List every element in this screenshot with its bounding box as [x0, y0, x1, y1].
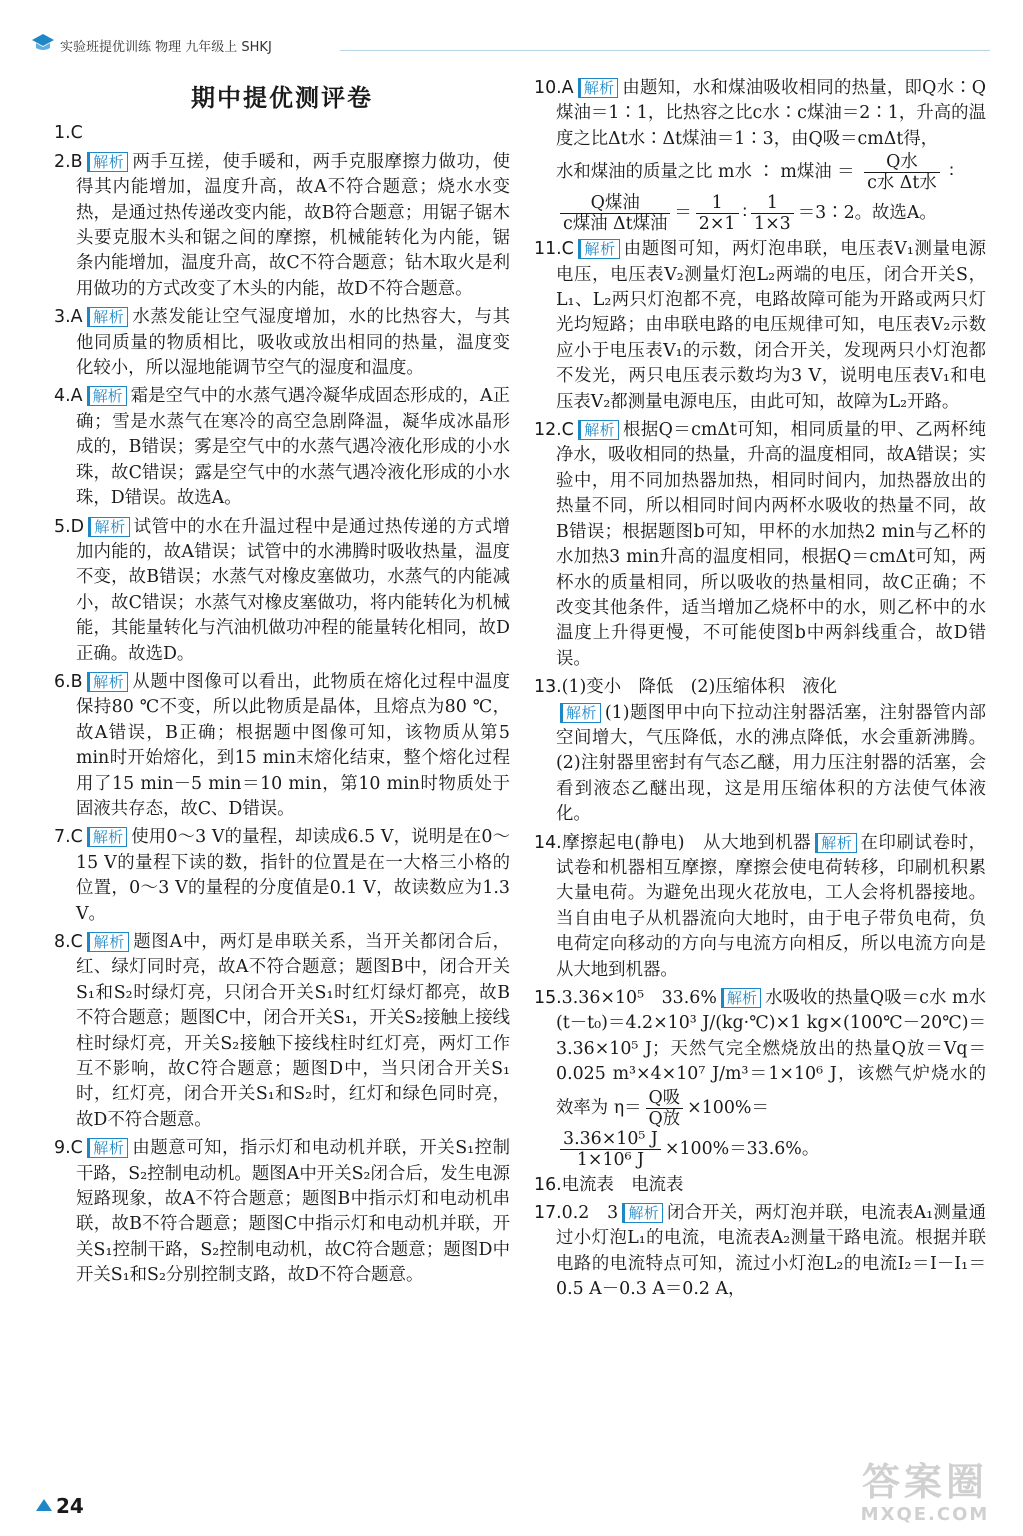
- analysis-tag: 解析: [87, 932, 129, 952]
- item-answer: C: [70, 123, 83, 144]
- item-tail: ×100%＝: [687, 1097, 769, 1118]
- answer-item: [54, 670, 510, 822]
- item-body: 根据Q＝cmΔt可知，相同质量的甲、乙两杯纯净水，吸收相同的热量，升高的温度相同，故A错误；实验中，用不同加热器加热，相同时间内，加热器放出的热量不同，所以相同时间内两杯水吸收的热量不同，故B错误；根据题图b可知，甲杯的水加热2 min与乙杯的水加热3 min升高的温度相同，根据Q＝cmΔt可知，两杯水的质量相同，所以吸收的热量相同，故C正确；不改变其他条件，适当增加乙烧杯中的水，则乙杯中的水温度上升得更慢，不可能使图b中两斜线重合，故D错误。: [556, 420, 986, 669]
- page-number-text: 24: [56, 1494, 84, 1518]
- fraction: [864, 152, 940, 193]
- fraction-numerator: 1: [751, 193, 794, 214]
- analysis-tag: 解析: [560, 703, 601, 723]
- watermark-url: MXQE.COM: [860, 1504, 990, 1525]
- item-body: 霜是空气中的水蒸气遇冷凝华成固态形成的，A正确；雪是水蒸气在寒冷的高空急剧降温，凝华成冰晶形成的，B错误；雾是空气中的水蒸气遇冷液化形成的小水珠，故C错误；露是空气中的水蒸气遇冷液化形成的小水珠，D错误。故选A。: [76, 386, 510, 509]
- analysis-tag: 解析: [578, 420, 619, 440]
- answer-item-17: [534, 1201, 986, 1303]
- answer-item-14: [534, 831, 986, 983]
- fraction: [560, 1129, 661, 1170]
- answer-item: [534, 418, 986, 672]
- page-title: 期中提优测评卷: [191, 84, 373, 112]
- item-answer: B: [70, 671, 83, 692]
- item-answer: D: [70, 516, 84, 537]
- answer-item: [54, 305, 510, 381]
- answer-item: [54, 150, 510, 302]
- analysis-tag: 解析: [87, 827, 128, 847]
- analysis-tag: 解析: [815, 833, 856, 853]
- analysis-tag: 解析: [88, 517, 130, 537]
- item-number: 5.: [54, 516, 71, 537]
- fraction: [751, 193, 794, 234]
- answer-item: [54, 1136, 510, 1288]
- analysis-tag: 解析: [622, 1203, 663, 1223]
- analysis-tag: 解析: [87, 152, 129, 172]
- item-tail: ＝3∶2。故选A。: [797, 203, 937, 224]
- analysis-tag: 解析: [87, 307, 129, 327]
- item-answer: C: [70, 1138, 83, 1159]
- fraction-denominator: 1×3: [754, 214, 791, 235]
- item-body: 从题中图像可以看出，此物质在熔化过程中温度保持80 ℃不变，所以此物质是晶体，且熔点为80 ℃，故A错误，B正确；根据题中图像可知，该物质从第5 min时开始熔化，到15 min末熔化结束，整个熔化过程用了15 min－5 min＝10 min，第10 min时物质处于固液共存态，故C、D错误。: [76, 671, 510, 819]
- answer-item: [54, 930, 510, 1133]
- item-answer: A: [70, 307, 83, 328]
- watermark-title: 答案圈: [861, 1460, 988, 1504]
- item-number: 3.: [54, 307, 71, 328]
- answer-item-15: [534, 986, 986, 1170]
- item-body: 水吸收的热量Q吸＝c水 m水(t－t₀)＝4.2×10³ J/(kg·℃)×1 kg×(100℃－20℃)＝3.36×10⁵ J；天然气完全燃烧放出的热量Q放＝Vq＝0.025 m³×4×10⁷ J/m³＝1×10⁶ J，该燃气炉烧水的效率为 η＝: [556, 988, 986, 1118]
- item-body: 两手互搓，使手暖和，两手克服摩擦力做功，使得其内能增加，温度升高，故A不符合题意；烧水水变热，是通过热传递改变内能，故B符合题意；用锯子锯木头要克服木头和锯之间的摩擦，机械能转化为内能，锯条内能增加，温度升高，故C不符合题意；钻木取火是利用做功的方式改变了木头的内能，故D不符合题意。: [76, 151, 510, 299]
- item-number: 11.: [534, 239, 562, 260]
- item-number: 2.: [54, 151, 71, 172]
- item-number: 6.: [54, 671, 71, 692]
- page-number: [36, 1494, 84, 1518]
- item-number: 16.: [534, 1174, 562, 1195]
- item-tail: ×100%＝33.6%。: [664, 1138, 820, 1159]
- answer-item: [54, 384, 510, 511]
- fraction-numerator: 1: [696, 193, 739, 214]
- mass-ratio-line-2: $\frac{\text{Q煤油}}{\text{c煤油 Δt煤油}}$ ＝ $\frac{1}{2\times 1}$ ∶ $\frac{1}{1\times 3}$ ＝3∶2。故选A。: [556, 193, 986, 234]
- fraction-numerator: 3.36×10⁵ J: [560, 1129, 661, 1150]
- answer-item-13: [534, 675, 986, 827]
- item-answer: C: [561, 420, 574, 441]
- right-column: [534, 76, 986, 1306]
- right-items: [534, 237, 986, 672]
- item-number: 1.: [54, 123, 71, 144]
- item-answer: 电流表 电流表: [561, 1174, 684, 1195]
- watermark: [840, 1460, 1010, 1530]
- item-answer: (1)变小 降低 (2)压缩体积 液化: [561, 677, 838, 698]
- analysis-tag: 解析: [87, 1138, 129, 1158]
- answer-item-10: [534, 76, 986, 234]
- item-answer: C: [70, 827, 83, 848]
- fraction-numerator: Q煤油: [560, 193, 670, 214]
- item-body: 由题图可知，两灯泡串联，电压表V₁测量电源电压，电压表V₂测量灯泡L₂两端的电压，闭合开关S，L₁、L₂两只灯泡都不亮，电路故障可能为开路或两只灯光均短路；由串联电路的电压规律可知，电压表V₂示数应小于电压表V₁的示数，闭合开关，发现两只小灯泡都不发光，两只电压表示数均为3 V，说明电压表V₁和电压表V₂都测量电源电压，由此可知，故障为L₂开路。: [556, 239, 986, 412]
- analysis-tag: 解析: [578, 239, 620, 259]
- item-body: 闭合开关，两灯泡并联，电流表A₁测量通过小灯泡L₁的电流，电流表A₂测量干路电流。根据并联电路的电流特点可知，流过小灯泡L₂的电流I₂＝I－I₁＝0.5 A－0.3 A＝0.2 A，: [556, 1203, 986, 1300]
- item-number: 17.: [534, 1203, 562, 1224]
- arrow-up-icon: [36, 1499, 52, 1511]
- item-number: 13.: [534, 677, 562, 698]
- item-body: 由题知，水和煤油吸收相同的热量，即Q水∶Q煤油＝1∶1，比热容之比c水∶c煤油＝2∶1，升高的温度之比Δt水∶Δt煤油＝1∶3，由Q吸＝cmΔt得，: [556, 78, 986, 149]
- item-answer: 摩擦起电(静电) 从大地到机器: [561, 832, 812, 853]
- analysis-tag: 解析: [87, 386, 127, 406]
- item-answer: A: [70, 386, 83, 407]
- analysis-tag: 解析: [87, 672, 129, 692]
- fraction-denominator: c煤油 Δt煤油: [563, 214, 668, 235]
- fraction-denominator: c水 Δt水: [867, 173, 937, 194]
- item-number: 12.: [534, 420, 562, 441]
- item-number: 8.: [54, 932, 71, 952]
- item-body: 在印刷试卷时，试卷和机器相互摩擦，摩擦会使电荷转移，印刷机积累大量电荷。为避免出现火花放电，工人会将机器接地。当自由电子从机器流向大地时，由于电子带负电荷，负电荷定向移动的方向与电流方向相反，所以电流方向是从大地到机器。: [556, 832, 986, 980]
- answer-item: [54, 515, 510, 667]
- item-number: 7.: [54, 827, 71, 848]
- fraction-numerator: Q吸: [646, 1088, 684, 1109]
- item-answer: 3.36×10⁵ 33.6%: [561, 988, 717, 1008]
- item-body: 水蒸发能让空气湿度增加，水的比热容大，与其他同质量的物质相比，吸收或放出相同的热量，温度变化较小，所以湿地能调节空气的湿度和温度。: [76, 307, 510, 379]
- item-number: 15.: [534, 988, 562, 1008]
- item-body: 由题意可知，指示灯和电动机并联，开关S₁控制干路，S₂控制电动机。题图A中开关S₂闭合后，发生电源短路现象，故A不符合题意；题图B中指示灯和电动机串联，故B不符合题意；题图C中指示灯和电动机并联，开关S₁控制干路，S₂控制电动机，故C符合题意；题图D中开关S₁和S₂分别控制支路，故D不符合题意。: [76, 1138, 510, 1286]
- left-column: [54, 86, 510, 1292]
- item-answer: C: [561, 239, 574, 260]
- efficiency-calc-line: [556, 1129, 986, 1170]
- fraction-denominator: 1×10⁶ J: [576, 1149, 645, 1170]
- item-body: 使用0～3 V的量程，却读成6.5 V，说明是在0～15 V的量程下读的数，指针的位置是在一大格三小格的位置，0～3 V的量程的分度值是0.1 V，故读数应为1.3 V。: [76, 827, 510, 924]
- answer-item: [54, 825, 510, 927]
- item-body: (1)题图甲中向下拉动注射器活塞，注射器管内部空间增大，气压降低，水的沸点降低，水会重新沸腾。(2)注射器里密封有气态乙醚，用力压注射器的活塞，会看到液态乙醚出现，这是用压缩体积的方法使气体液化。: [556, 702, 986, 825]
- book-logo-icon: [30, 32, 56, 52]
- item-number: 10.: [534, 78, 562, 98]
- left-items: [54, 121, 510, 1288]
- fraction: [560, 193, 670, 234]
- fraction: [696, 193, 739, 234]
- item-number: 9.: [54, 1138, 71, 1159]
- answer-item: [534, 237, 986, 415]
- item-answer: 0.2 3: [561, 1203, 619, 1224]
- analysis-tag: 解析: [578, 78, 619, 98]
- fraction-denominator: Q放: [648, 1108, 681, 1129]
- item-body: 题图A中，两灯是串联关系，当开关都闭合后，红、绿灯同时亮，故A不符合题意；题图B中，闭合开关S₁和S₂时绿灯亮，只闭合开关S₁时红灯绿灯都亮，故B不符合题意；题图C中，闭合开关S₁，开关S₂接触上接线柱时绿灯亮，开关S₂接触下接线柱时红灯亮，两灯工作互不影响，故C符合题意；题图D中，当只闭合开关S₁时，红灯亮，闭合开关S₁和S₂时，红灯和绿色同时亮，故D不符合题意。: [76, 932, 510, 1130]
- fraction: [646, 1088, 684, 1129]
- analysis-tag: 解析: [721, 988, 761, 1008]
- mass-ratio-text: 水和煤油的质量之比 m水 ∶ m煤油 ＝: [556, 162, 855, 183]
- header-text: 实验班提优训练 物理 九年级上 SHKJ: [60, 40, 272, 55]
- item-answer: B: [70, 151, 83, 172]
- mass-ratio-line: 水和煤油的质量之比 m水 ∶ m煤油 ＝ $\frac{\text{Q水}}{\text{c水 Δt水}}$ ∶: [556, 152, 954, 194]
- item-answer: C: [70, 932, 83, 952]
- answer-item-16: [534, 1173, 986, 1198]
- item-body: 试管中的水在升温过程中是通过热传递的方式增加内能的，故A错误；试管中的水沸腾时吸收热量，温度不变，故B错误；水蒸气对橡皮塞做功，水蒸气的内能减小，故C错误；水蒸气对橡皮塞做功，将内能转化为机械能，其能量转化与汽油机做功冲程的能量转化相同，故D正确。故选D。: [76, 516, 510, 664]
- item-number: 14.: [534, 832, 562, 853]
- item-answer: A: [561, 78, 574, 98]
- fraction-numerator: Q水: [864, 152, 940, 173]
- answer-item: [54, 121, 510, 146]
- page-header: [30, 30, 990, 70]
- item-number: 4.: [54, 386, 71, 407]
- fraction-denominator: 2×1: [698, 214, 736, 235]
- header-rule: [340, 50, 990, 51]
